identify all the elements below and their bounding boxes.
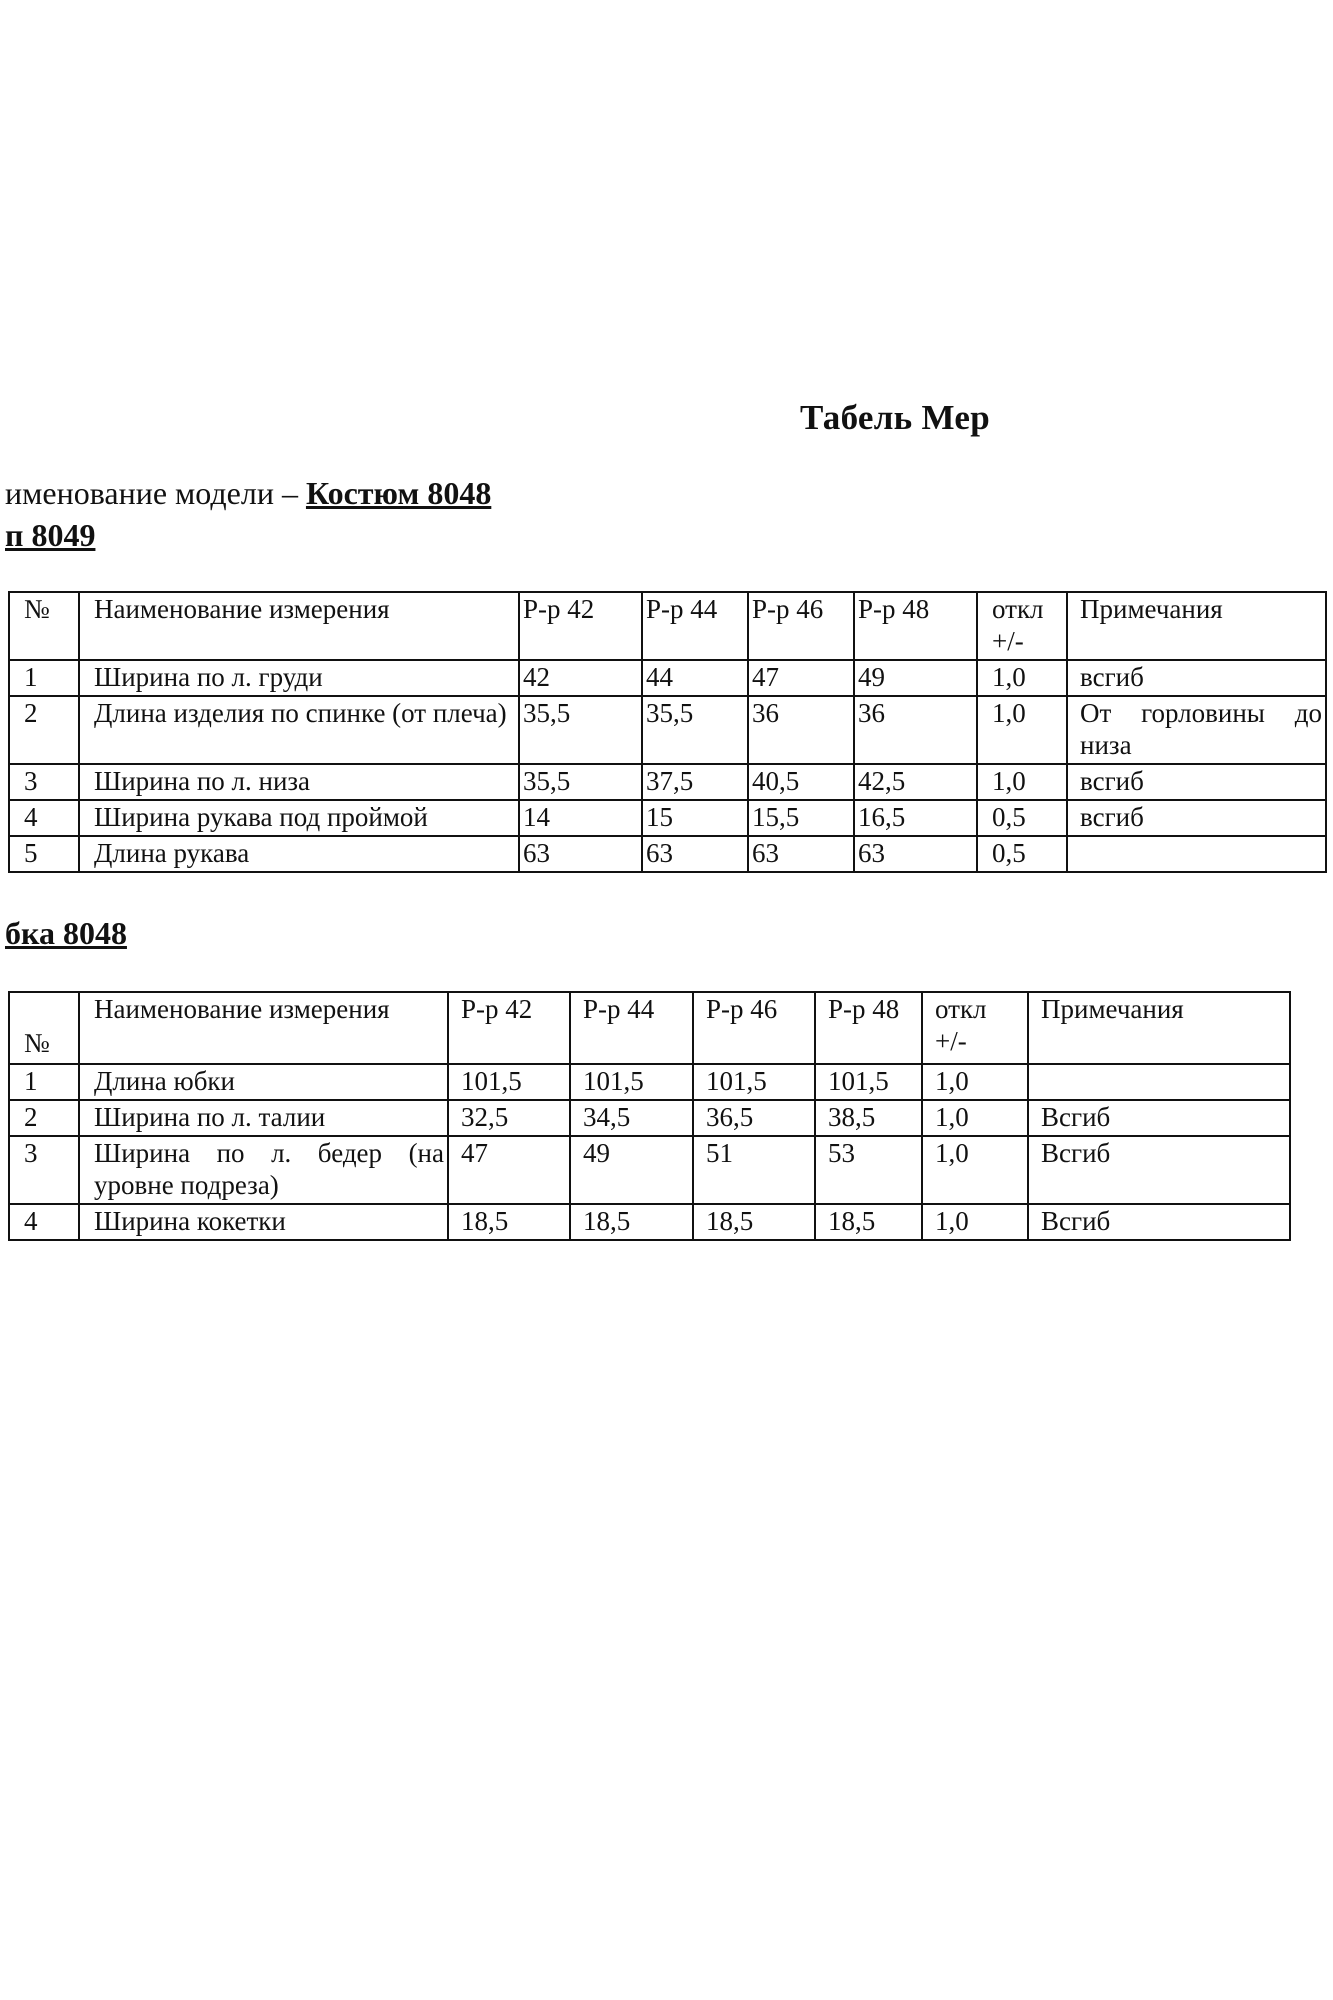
cell-name: Ширина кокетки	[79, 1204, 448, 1240]
cell-notes	[1028, 1064, 1290, 1100]
cell-name: Ширина по л. низа	[79, 764, 519, 800]
table-row	[9, 764, 1326, 800]
cell-number: 2	[9, 1100, 79, 1136]
col-header-deviation: откл +/-	[922, 992, 1028, 1064]
table-row	[9, 1204, 1290, 1240]
cell-name: Ширина по л. талии	[79, 1100, 448, 1136]
cell-notes	[1067, 836, 1326, 872]
cell-notes: Всгиб	[1028, 1136, 1290, 1204]
cell-deviation: 0,5	[977, 836, 1067, 872]
col-header-name: Наименование измерения	[79, 592, 519, 660]
cell-size-42: 35,5	[519, 764, 642, 800]
cell-size-44: 63	[642, 836, 748, 872]
col-header-name: Наименование измерения	[79, 992, 448, 1064]
cell-number: 3	[9, 764, 79, 800]
cell-name: Ширина по л. бедер (на уровне подреза)	[79, 1136, 448, 1204]
cell-size-44: 35,5	[642, 696, 748, 764]
cell-size-44: 49	[570, 1136, 693, 1204]
cell-deviation: 1,0	[977, 764, 1067, 800]
page-title: Табель Мер	[800, 398, 991, 437]
table-row	[9, 1100, 1290, 1136]
cell-size-48: 101,5	[815, 1064, 922, 1100]
model-name: Костюм 8048	[305, 475, 492, 511]
table-header-row	[9, 592, 1326, 660]
table-row	[9, 660, 1326, 696]
table-row	[9, 1136, 1290, 1204]
cell-size-42: 35,5	[519, 696, 642, 764]
cell-size-48: 38,5	[815, 1100, 922, 1136]
section-heading-top: п 8049	[5, 517, 96, 553]
model-name-line	[5, 475, 491, 512]
cell-number: 5	[9, 836, 79, 872]
table-row	[9, 800, 1326, 836]
cell-size-46: 63	[748, 836, 854, 872]
section-heading-skirt: бка 8048	[5, 915, 127, 951]
cell-deviation: 1,0	[977, 696, 1067, 764]
cell-size-42: 14	[519, 800, 642, 836]
cell-size-42: 63	[519, 836, 642, 872]
cell-size-42: 42	[519, 660, 642, 696]
cell-size-48: 42,5	[854, 764, 977, 800]
cell-size-48: 49	[854, 660, 977, 696]
cell-notes: От горловины до низа	[1067, 696, 1326, 764]
col-header-size-46: Р-р 46	[693, 992, 815, 1064]
cell-size-46: 47	[748, 660, 854, 696]
cell-size-46: 101,5	[693, 1064, 815, 1100]
cell-size-44: 34,5	[570, 1100, 693, 1136]
col-header-size-42: Р-р 42	[519, 592, 642, 660]
cell-notes: всгиб	[1067, 660, 1326, 696]
cell-number: 4	[9, 800, 79, 836]
cell-notes: Всгиб	[1028, 1204, 1290, 1240]
cell-name: Длина юбки	[79, 1064, 448, 1100]
cell-number: 2	[9, 696, 79, 764]
cell-size-42: 18,5	[448, 1204, 570, 1240]
cell-size-44: 44	[642, 660, 748, 696]
col-header-size-44: Р-р 44	[570, 992, 693, 1064]
col-header-size-42: Р-р 42	[448, 992, 570, 1064]
cell-size-44: 15	[642, 800, 748, 836]
cell-name: Длина рукава	[79, 836, 519, 872]
cell-deviation: 1,0	[922, 1100, 1028, 1136]
col-header-size-48: Р-р 48	[815, 992, 922, 1064]
cell-size-48: 36	[854, 696, 977, 764]
col-header-notes: Примечания	[1067, 592, 1326, 660]
cell-deviation: 1,0	[922, 1064, 1028, 1100]
cell-size-46: 15,5	[748, 800, 854, 836]
cell-size-44: 18,5	[570, 1204, 693, 1240]
cell-size-48: 63	[854, 836, 977, 872]
cell-size-46: 18,5	[693, 1204, 815, 1240]
col-header-deviation: откл +/-	[977, 592, 1067, 660]
cell-size-42: 47	[448, 1136, 570, 1204]
measurements-table-top	[8, 591, 1327, 873]
col-header-size-46: Р-р 46	[748, 592, 854, 660]
table-header-row	[9, 992, 1290, 1064]
col-header-number	[9, 992, 79, 1064]
cell-name: Ширина по л. груди	[79, 660, 519, 696]
cell-size-46: 36	[748, 696, 854, 764]
cell-notes: Всгиб	[1028, 1100, 1290, 1136]
cell-size-48: 18,5	[815, 1204, 922, 1240]
col-header-size-48: Р-р 48	[854, 592, 977, 660]
cell-size-44: 37,5	[642, 764, 748, 800]
cell-size-48: 16,5	[854, 800, 977, 836]
cell-size-48: 53	[815, 1136, 922, 1204]
col-header-number-label: №	[24, 1028, 50, 1058]
cell-size-42: 32,5	[448, 1100, 570, 1136]
cell-size-46: 40,5	[748, 764, 854, 800]
model-label: именование модели –	[5, 475, 306, 511]
cell-deviation: 1,0	[922, 1136, 1028, 1204]
cell-number: 4	[9, 1204, 79, 1240]
cell-size-46: 36,5	[693, 1100, 815, 1136]
col-header-notes: Примечания	[1028, 992, 1290, 1064]
cell-size-42: 101,5	[448, 1064, 570, 1100]
col-header-number: №	[9, 592, 79, 660]
cell-size-44: 101,5	[570, 1064, 693, 1100]
cell-deviation: 1,0	[977, 660, 1067, 696]
cell-notes: всгиб	[1067, 764, 1326, 800]
table-row	[9, 696, 1326, 764]
cell-number: 1	[9, 660, 79, 696]
cell-name: Ширина рукава под проймой	[79, 800, 519, 836]
table-row	[9, 836, 1326, 872]
cell-name: Длина изделия по спинке (от плеча)	[79, 696, 519, 764]
cell-notes: всгиб	[1067, 800, 1326, 836]
cell-deviation: 0,5	[977, 800, 1067, 836]
cell-size-46: 51	[693, 1136, 815, 1204]
cell-number: 1	[9, 1064, 79, 1100]
cell-number: 3	[9, 1136, 79, 1204]
cell-deviation: 1,0	[922, 1204, 1028, 1240]
col-header-size-44: Р-р 44	[642, 592, 748, 660]
table-row	[9, 1064, 1290, 1100]
measurements-table-skirt	[8, 991, 1291, 1241]
